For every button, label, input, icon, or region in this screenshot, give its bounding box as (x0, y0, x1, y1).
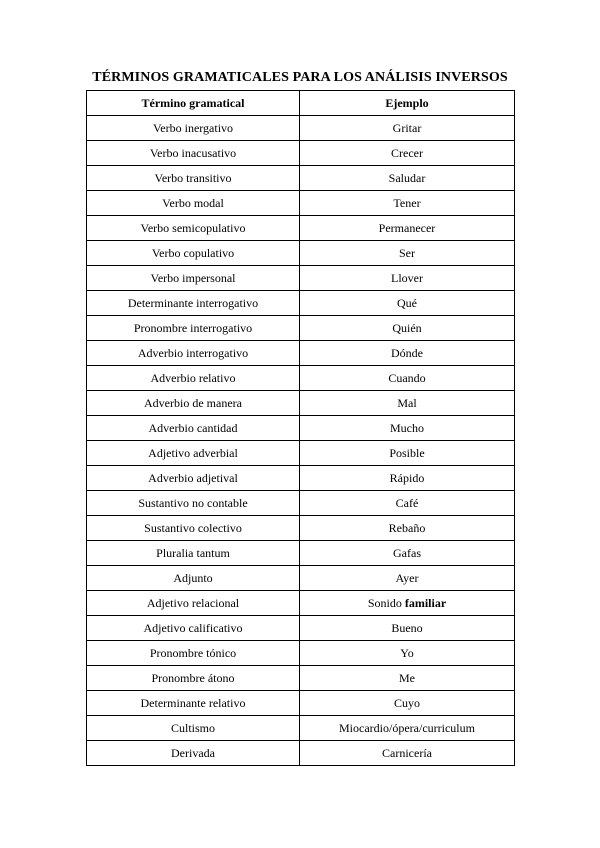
table-row (87, 116, 515, 141)
example-cell: Cuyo (300, 691, 515, 716)
table-row (87, 541, 515, 566)
table-row (87, 566, 515, 591)
table-row (87, 741, 515, 766)
example-cell: Permanecer (300, 216, 515, 241)
term-cell: Verbo inergativo (87, 116, 300, 141)
term-cell: Adjetivo calificativo (87, 616, 300, 641)
term-cell: Verbo inacusativo (87, 141, 300, 166)
term-cell: Verbo copulativo (87, 241, 300, 266)
table-row (87, 616, 515, 641)
table-row (87, 591, 515, 616)
term-cell: Pronombre átono (87, 666, 300, 691)
term-cell: Adjunto (87, 566, 300, 591)
header-term: Término gramatical (87, 91, 300, 116)
table-row (87, 316, 515, 341)
example-bold-text: familiar (404, 596, 447, 610)
table-row (87, 266, 515, 291)
example-cell: Tener (300, 191, 515, 216)
term-cell: Determinante relativo (87, 691, 300, 716)
term-cell: Adverbio interrogativo (87, 341, 300, 366)
table-header-row (87, 91, 515, 116)
example-cell: Rebaño (300, 516, 515, 541)
term-cell: Sustantivo no contable (87, 491, 300, 516)
table-row (87, 466, 515, 491)
term-cell: Pluralia tantum (87, 541, 300, 566)
table-row (87, 366, 515, 391)
table-row (87, 416, 515, 441)
term-cell: Pronombre tónico (87, 641, 300, 666)
table-row (87, 391, 515, 416)
example-cell: Bueno (300, 616, 515, 641)
table-row (87, 641, 515, 666)
example-text: Sonido (367, 596, 402, 610)
example-cell: Mucho (300, 416, 515, 441)
term-cell: Cultismo (87, 716, 300, 741)
term-cell: Adverbio de manera (87, 391, 300, 416)
example-cell: Quién (300, 316, 515, 341)
table-row (87, 141, 515, 166)
example-cell: Café (300, 491, 515, 516)
example-cell: Yo (300, 641, 515, 666)
term-cell: Determinante interrogativo (87, 291, 300, 316)
example-cell: Ser (300, 241, 515, 266)
example-cell: Crecer (300, 141, 515, 166)
term-cell: Verbo impersonal (87, 266, 300, 291)
table-row (87, 491, 515, 516)
example-cell: Mal (300, 391, 515, 416)
table-row (87, 441, 515, 466)
example-cell: Gritar (300, 116, 515, 141)
example-cell: Me (300, 666, 515, 691)
example-cell: Llover (300, 266, 515, 291)
example-cell: Miocardio/ópera/curriculum (300, 716, 515, 741)
table-row (87, 291, 515, 316)
document-title: TÉRMINOS GRAMATICALES PARA LOS ANÁLISIS INVERSOS (92, 70, 508, 85)
example-cell: Ayer (300, 566, 515, 591)
example-cell: Carnicería (300, 741, 515, 766)
table-row (87, 666, 515, 691)
term-cell: Verbo transitivo (87, 166, 300, 191)
term-cell: Verbo semicopulativo (87, 216, 300, 241)
example-cell: Qué (300, 291, 515, 316)
example-cell: Cuando (300, 366, 515, 391)
table-body (87, 116, 515, 766)
example-cell: Dónde (300, 341, 515, 366)
terms-table (86, 90, 515, 766)
table-row (87, 191, 515, 216)
term-cell: Adverbio adjetival (87, 466, 300, 491)
table-row (87, 691, 515, 716)
example-cell: Saludar (300, 166, 515, 191)
table-row (87, 516, 515, 541)
term-cell: Adjetivo relacional (87, 591, 300, 616)
example-cell: Posible (300, 441, 515, 466)
term-cell: Pronombre interrogativo (87, 316, 300, 341)
example-cell: Gafas (300, 541, 515, 566)
term-cell: Adverbio cantidad (87, 416, 300, 441)
example-cell (300, 591, 515, 616)
header-example: Ejemplo (300, 91, 515, 116)
table-row (87, 341, 515, 366)
term-cell: Verbo modal (87, 191, 300, 216)
term-cell: Sustantivo colectivo (87, 516, 300, 541)
table-row (87, 241, 515, 266)
term-cell: Adverbio relativo (87, 366, 300, 391)
table-row (87, 216, 515, 241)
example-cell: Rápido (300, 466, 515, 491)
table-row (87, 166, 515, 191)
term-cell: Derivada (87, 741, 300, 766)
table-row (87, 716, 515, 741)
term-cell: Adjetivo adverbial (87, 441, 300, 466)
